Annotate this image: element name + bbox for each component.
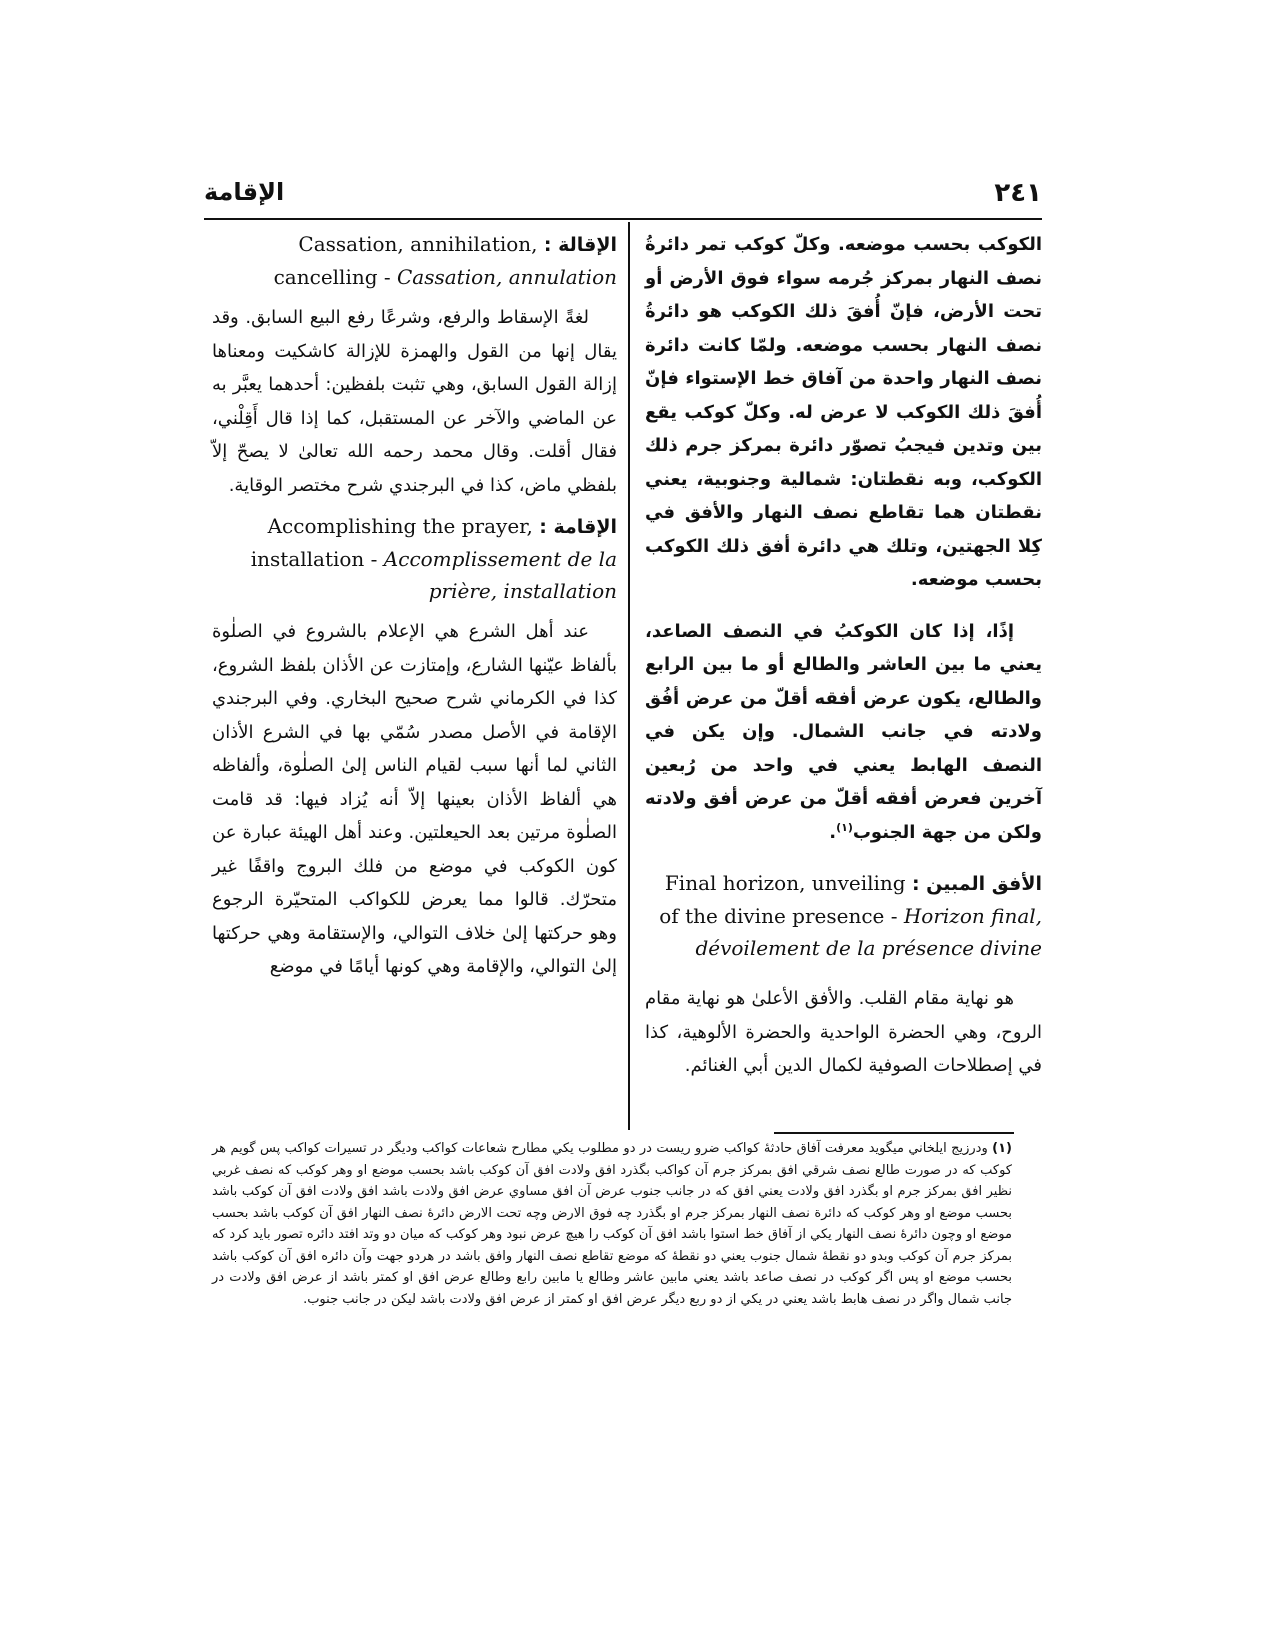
footnote-text: ودرزيج ايلخاني ميگويد معرفت آفاق حادثهٔ كواكب ضرو ريست در دو مطلوب يكي مطارح شعاعات كواكب وديگر در تسيرات كواكب پس گويم هر كوكب كه در صورت طالع نصف شرقي افق بمركز جرم آن كواكب بگذرد افق ولادت افق آن كوكب باشد بحسب موضع او وهر كوكب كه نصف غربي نظير افق بمركز جرم او بگذرد افق ولادت يعني افق كه در جانب جنوب عرض آن افق مساوي عرض افق ولادت باشد افق ولادت افق آن كوكب باشد بحسب موضع او وهر كوكب كه دائرة نصف النهار بمركز جرم او بگذرد چه فوق الارض وچه تحت الارض دائرهٔ نصف النهار افق آن كوكب باشد بحسب موضع او وچون دائرهٔ نصف النهار يكي از آفاق خط استوا باشد افق آن كوكب را هيچ عرض نبود وهر كوكب كه ميان دو وتد افتد دائره تصور بايد كرد كه بمركز جرم آن كوكب وبدو دو نقطهٔ شمال جنوب يعني دو نقطهٔ كه موضع تقاطع نصف النهار وافق باشد در هردو جهت وآن دائره افق آن كوكب باشد بحسب موضع او پس اگر كوكب در نصف صاعد باشد يعني مابين عاشر وطالع يا مابين رابع وطالع عرض افق او كمتر باشد از عرض افق ولادت در جانب شمال واگر در نصف هابط باشد يعني در يكي از دو ربع ديگر عرض افق او كمتر از عرض افق ولادت باشد ليكن در جانب جنوب.	[212, 1141, 1012, 1307]
left-paragraph-1: لغةً الإسقاط والرفع، وشرعًا رفع البيع السابق. وقد يقال إنها من القول والهمزة للإزالة كاشكيت ومعناها إزالة القول السابق، وهي تثبت بلفظين: أحدهما يعبَّر به عن الماضي والآخر عن المستقبل، كما إذا قال أَقِلْني، فقال أقلت. وقال محمد رحمه الله تعالىٰ لا يصحّ إلاّ بلفظي ماض، كذا في البرجندي شرح مختصر الوقاية.	[212, 307, 617, 496]
right-paragraph-3: هو نهاية مقام القلب. والأفق الأعلىٰ هو نهاية مقام الروح، وهي الحضرة الواحدية والحضرة الألوهية، كذا في إصطلاحات الصوفية لكمال الدين أبي الغنائم.	[645, 988, 1042, 1076]
running-title: الإقامة	[204, 178, 285, 206]
footnote-reference: (١)	[836, 820, 853, 834]
footnote	[212, 1138, 1012, 1310]
footnote-rule	[774, 1132, 1014, 1134]
left-paragraph-2: عند أهل الشرع هي الإعلام بالشروع في الصلٰوة بألفاظ عيّنها الشارع، وإمتازت عن الأذان بلفظ الشروع، كذا في الكرماني شرح صحيح البخاري. وفي البرجندي الإقامة في الأصل مصدر سُمّي بها في الشرع الأذان الثاني لما أنها سبب لقيام الناس إلىٰ الصلٰوة، وألفاظه هي ألفاظ الأذان بعينها إلاّ أنه يُزاد فيها: قد قامت الصلٰوة مرتين بعد الحيعلتين. وعند أهل الهيئة عبارة عن كون الكوكب في موضع من فلك البروج واقفًا غير متحرّك. قالوا مما يعرض للكواكب المتحيّرة الرجوع وهو حركتها إلىٰ خلاف التوالي، والإستقامة وهي حركتها إلىٰ التوالي، والإقامة وهي كونها أيامًا في موضع	[212, 621, 617, 977]
entry-english: Cassation, annihilation, cancelling -	[273, 232, 538, 289]
left-column	[212, 228, 617, 984]
entry-term: الأفق المبين :	[911, 873, 1042, 895]
right-paragraph-2-end: .	[829, 821, 837, 843]
column-divider	[628, 222, 630, 1130]
right-column	[645, 228, 1042, 1083]
right-paragraph-1: الكوكب بحسب موضعه. وكلّ كوكب تمر دائرةُ نصف النهار بمركز جُرمه سواء فوق الأرض أو تحت الأرض، فإنّ أُفقَ ذلك الكوكب هو دائرةُ نصف النهار بحسب موضعه. ولمّا كانت دائرة نصف النهار واحدة من آفاق خط الإستواء فإنّ أُفقَ ذلك الكوكب لا عرض له. وكلّ كوكب يقع بين وتدين فيجبُ تصوّر دائرة بمركز جرم ذلك الكوكب، وبه نقطتان: شمالية وجنوبية، يعني نقطتان هما تقاطع نصف النهار والأفق في كِلا الجهتين، وتلك هي دائرة أفق ذلك الكوكب بحسب موضعه.	[645, 234, 1042, 590]
entry-term: الإقامة :	[539, 516, 617, 538]
right-paragraph-2	[645, 615, 1042, 850]
footnote-number: (١)	[992, 1141, 1012, 1156]
entry-term: الإقالة :	[543, 234, 617, 256]
right-paragraph-2-text: إذًا، إذا كان الكوكبُ في النصف الصاعد، يعني ما بين العاشر والطالع أو ما بين الرابع والطالع، يكون عرض أفقه أقلّ من عرض أفُق ولادته في جانب الشمال. وإن يكن في النصف الهابط يعني في واحد من رُبعين آخرين فعرض أفقه أقلّ من عرض أفق ولادته ولكن من جهة الجنوب	[645, 620, 1042, 843]
entry-french: Cassation, annulation	[397, 265, 617, 289]
page-header	[204, 178, 1042, 220]
entry-french: Horizon final, dévoilement de la présence divine	[695, 904, 1042, 960]
entry-heading-iqama	[212, 510, 617, 607]
entry-heading-horizon	[645, 867, 1042, 964]
entry-english: Final horizon, unveiling of the divine presence -	[659, 871, 906, 928]
entry-english: Accomplishing the prayer, installation -	[250, 514, 533, 571]
entry-french: Accomplissement de la prière, installation	[383, 547, 617, 603]
page-number: ٢٤١	[994, 178, 1042, 208]
entry-heading-iqala	[212, 228, 617, 293]
